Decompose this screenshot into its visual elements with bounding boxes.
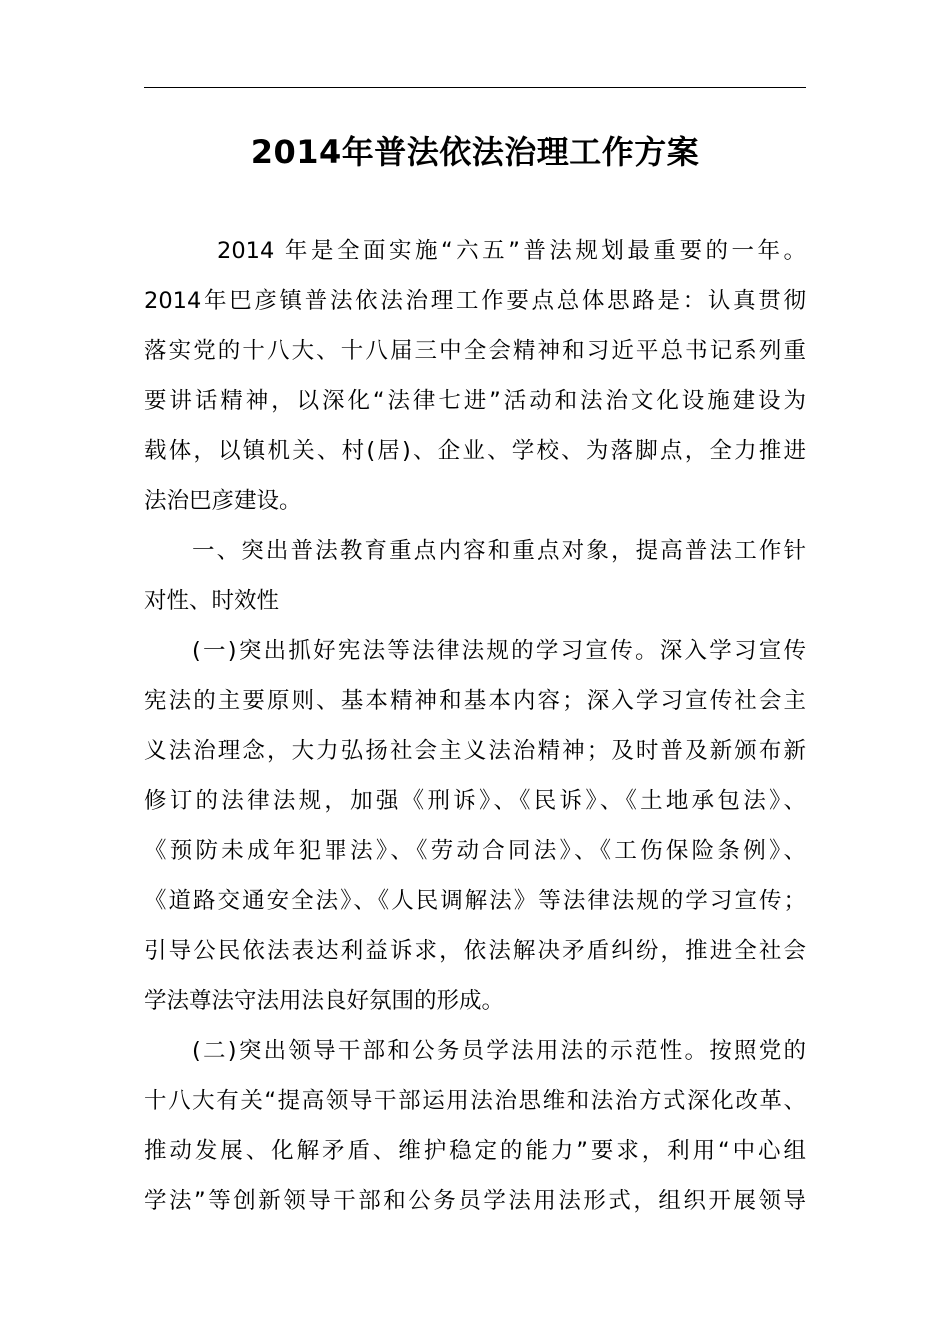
text-line: 十八大有关“提高领导干部运用法治思维和法治方式深化改革、 xyxy=(144,1088,806,1114)
text-line: 对性、时效性 xyxy=(144,588,280,614)
paragraph xyxy=(144,226,806,526)
header-rule xyxy=(144,87,806,88)
text-line: 2014年巴彦镇普法依法治理工作要点总体思路是：认真贯彻 xyxy=(144,288,806,314)
text-line: 学法尊法守法用法良好氛围的形成。 xyxy=(144,988,505,1014)
text-line: 推动发展、化解矛盾、维护稳定的能力”要求，利用“中心组 xyxy=(144,1138,806,1164)
text-line: 宪法的主要原则、基本精神和基本内容；深入学习宣传社会主 xyxy=(144,688,806,714)
text-line: 一、突出普法教育重点内容和重点对象，提高普法工作针 xyxy=(192,538,806,564)
text-line: 《预防未成年犯罪法》、《劳动合同法》、《工伤保险条例》、 xyxy=(144,838,806,864)
text-line: (二)突出领导干部和公务员学法用法的示范性。按照党的 xyxy=(192,1038,806,1064)
text-line: 义法治理念，大力弘扬社会主义法治精神；及时普及新颁布新 xyxy=(144,738,806,764)
text-line: 修订的法律法规，加强《刑诉》、《民诉》、《土地承包法》、 xyxy=(144,788,806,814)
text-line: 落实党的十八大、十八届三中全会精神和习近平总书记系列重 xyxy=(144,338,806,364)
paragraph xyxy=(144,1026,806,1226)
text-line: 要讲话精神，以深化“法律七进”活动和法治文化设施建设为 xyxy=(144,388,806,414)
paragraph xyxy=(144,526,806,626)
text-line: (一)突出抓好宪法等法律法规的学习宣传。深入学习宣传 xyxy=(192,638,806,664)
text-line: 学法”等创新领导干部和公务员学法用法形式，组织开展领导 xyxy=(144,1188,806,1214)
document-title: 2014年普法依法治理工作方案 xyxy=(250,133,700,171)
document-body xyxy=(144,226,806,1226)
text-line: 2014 年是全面实施“六五”普法规划最重要的一年。 xyxy=(217,238,806,264)
paragraph xyxy=(144,626,806,1026)
text-line: 法治巴彦建设。 xyxy=(144,488,302,514)
text-line: 载体，以镇机关、村(居)、企业、学校、为落脚点，全力推进 xyxy=(144,438,806,464)
text-line: 引导公民依法表达利益诉求，依法解决矛盾纠纷，推进全社会 xyxy=(144,938,806,964)
text-line: 《道路交通安全法》、《人民调解法》等法律法规的学习宣传； xyxy=(144,888,806,914)
